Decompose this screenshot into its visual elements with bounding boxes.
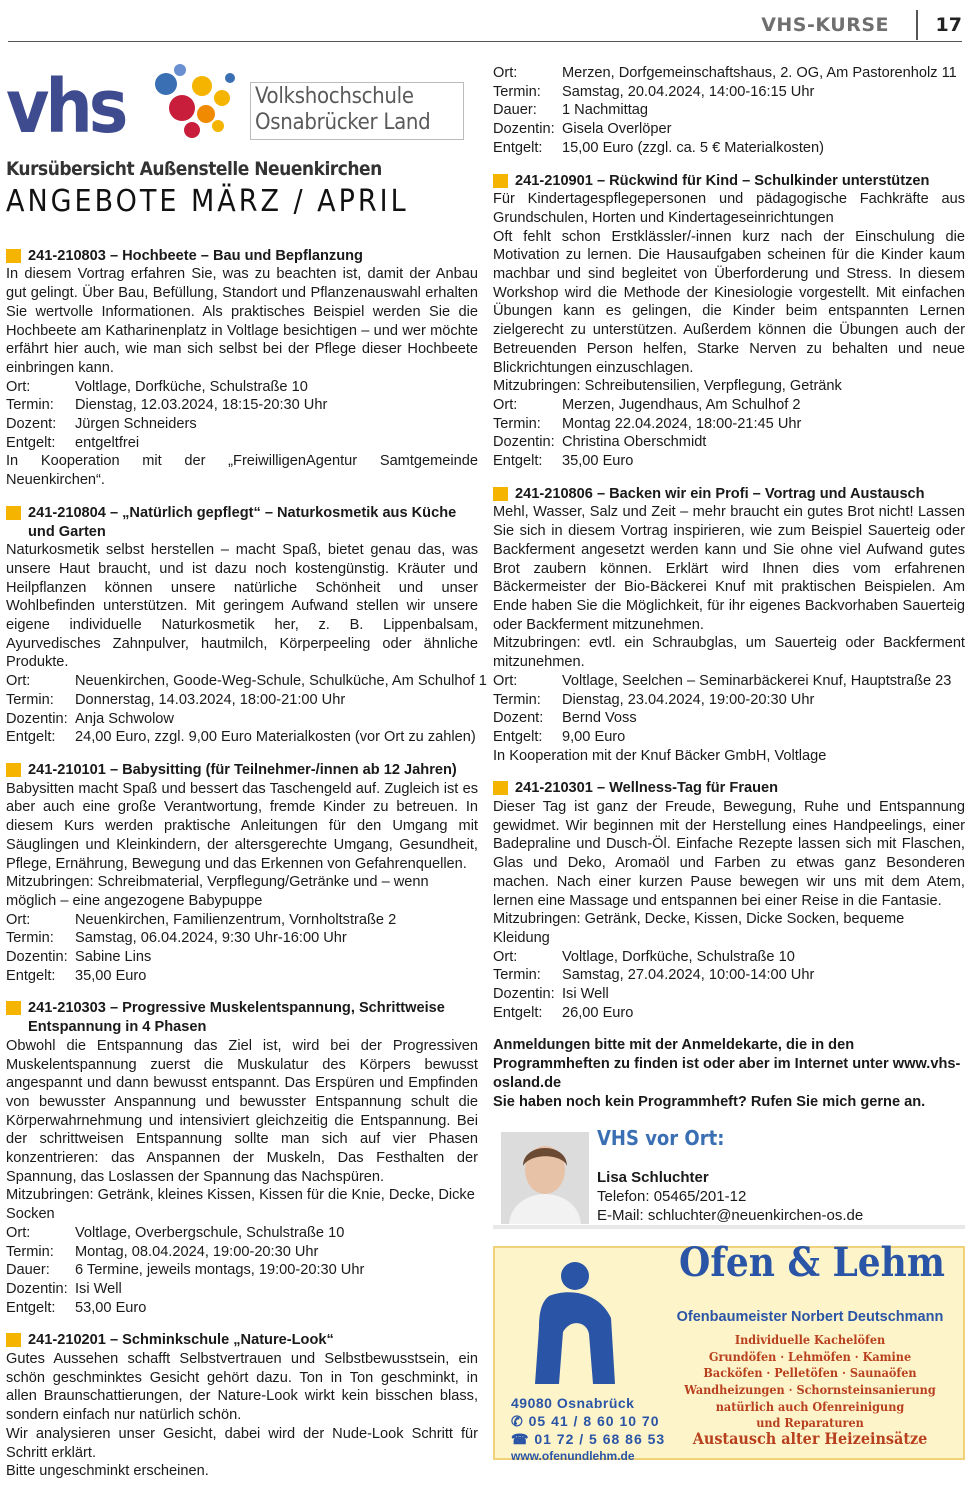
ad-service-item: Backöfen · Pelletöfen · Saunaöfen	[703, 1365, 917, 1381]
person-icon	[501, 1132, 589, 1224]
logo-line-2: Osnabrücker Land	[255, 110, 431, 135]
ad-service-item: Grundöfen · Lehmöfen · Kamine	[708, 1348, 912, 1364]
info-value: 26,00 Euro	[562, 1004, 634, 1021]
info-label: Dozentin:	[6, 710, 68, 727]
ad-service-item: Wandheizungen · Schornsteinsanierung	[684, 1382, 936, 1398]
course-note: In Kooperation mit der „FreiwilligenAgentur Samtgemeinde Neuenkirchen“.	[6, 453, 478, 489]
logo-line-1: Volkshochschule	[255, 84, 414, 109]
course-title: 241-210301 – Wellness-Tag für Frauen	[493, 779, 965, 798]
ad-service-item: und Reparaturen	[756, 1415, 864, 1431]
course-info	[493, 948, 965, 1023]
ad-service-item: natürlich auch Ofenreinigung	[715, 1398, 905, 1414]
info-value: 53,00 Euro	[75, 1299, 147, 1316]
info-label: Ort:	[493, 65, 518, 81]
info-value: Neuenkirchen, Goode-Weg-Schule, Schulküche, Am Schulhof 1	[75, 673, 487, 690]
info-value: 35,00 Euro	[75, 967, 147, 984]
course-description: In diesem Vortrag erfahren Sie, was zu beachten ist, damit der Anbau gut gelingt. Über Bau, Befüllung, Standort und Pflanzenauswahl erhalten Sie wertvolle Informationen. Als praktisches Beispiel werden Sie die Hochbeete am Katharinenplatz in Voltlage besichtigen – und wer möchte erfährt hier auch, wie man sich selbst bei der Pflege dieser Hochbeete einbringen kann.	[6, 266, 478, 376]
info-label: Dozentin:	[493, 986, 555, 1003]
course-info	[6, 1224, 478, 1318]
course-hochbeete	[6, 247, 478, 490]
course-muskelentspannung	[6, 999, 478, 1317]
course-note: In Kooperation mit der Knuf Bäcker GmbH, Voltlage	[493, 747, 827, 764]
info-label: Ort:	[6, 378, 31, 395]
info-value: Montag 22.04.2024, 18:00-21:45 Uhr	[562, 415, 802, 432]
stove-figure-icon	[519, 1258, 639, 1388]
info-label: Ort:	[493, 948, 518, 965]
course-title: 241-210901 – Rückwind für Kind – Schulkinder unterstützen	[493, 172, 965, 191]
info-value: Bernd Voss	[562, 710, 637, 727]
course-title: 241-210101 – Babysitting (für Teilnehmer-/innen ab 12 Jahren)	[6, 761, 478, 780]
info-label: Dozentin:	[6, 949, 68, 966]
ad-slogan: Austausch alter Heizeinsätze	[692, 1429, 928, 1449]
course-bring: Mitzubringen: evtl. ein Schraubglas, um Sauerteig oder Backferment mitzunehmen.	[493, 635, 965, 671]
info-value: Dienstag, 23.04.2024, 19:00-20:30 Uhr	[562, 691, 815, 708]
course-description-2: Wir analysieren unser Gesicht, dabei wird der Nude-Look Schritt für Schritt erklärt.	[6, 1425, 478, 1461]
info-label: Termin:	[6, 1243, 54, 1260]
info-value: Christina Oberschmidt	[562, 434, 707, 451]
ad-phone-number: 05 41 / 8 60 10 70	[528, 1413, 660, 1430]
section-title: VHS-KURSE	[761, 14, 889, 36]
info-label: Entgelt:	[493, 139, 543, 156]
info-label: Dozent:	[6, 416, 57, 433]
info-value: 15,00 Euro (zzgl. ca. 5 € Materialkosten)	[562, 139, 825, 156]
info-label: Ort:	[6, 911, 31, 928]
contact-photo	[501, 1132, 589, 1224]
contact-name: Lisa Schluchter	[597, 1169, 709, 1187]
course-info	[493, 396, 965, 471]
info-label: Termin:	[493, 967, 541, 984]
info-value: Voltlage, Dorfküche, Schulstraße 10	[75, 378, 308, 395]
info-value: 9,00 Euro	[562, 728, 626, 745]
course-wellness	[493, 779, 965, 1022]
course-bring: Mitzubringen: Getränk, kleines Kissen, Kissen für die Knie, Decke, Dicke Socken	[6, 1187, 475, 1223]
course-info	[6, 378, 478, 453]
info-label: Dozentin:	[6, 1280, 68, 1297]
ad-owner: Ofenbaumeister Norbert Deutschmann	[676, 1309, 944, 1326]
info-value: 1 Nachmittag	[562, 102, 648, 119]
info-label: Termin:	[6, 930, 54, 947]
info-label: Entgelt:	[493, 453, 543, 470]
info-label: Dauer:	[493, 102, 537, 119]
ad-mobile-number: 01 72 / 5 68 86 53	[534, 1431, 666, 1448]
contact-box	[493, 1127, 965, 1229]
course-babysitting	[6, 761, 478, 985]
info-value: 6 Termine, jeweils montags, 19:00-20:30 Uhr	[75, 1262, 365, 1279]
info-label: Ort:	[493, 396, 518, 413]
vhs-logo	[6, 66, 478, 156]
ad-brand: Ofen & Lehm	[679, 1239, 945, 1287]
course-rueckwind	[493, 172, 965, 471]
info-label: Dozent:	[493, 710, 544, 727]
info-label: Termin:	[6, 397, 54, 414]
info-value: 24,00 Euro, zzgl. 9,00 Euro Materialkosten (vor Ort zu zahlen)	[75, 729, 476, 746]
ad-mobile: ☎ 01 72 / 5 68 86 53	[511, 1431, 666, 1448]
info-label: Termin:	[493, 415, 541, 432]
course-note: Bitte ungeschminkt erscheinen.	[6, 1463, 209, 1480]
info-value: Gisela Overlöper	[562, 121, 672, 138]
course-bring: Mitzubringen: Schreibutensilien, Verpflegung, Getränk	[493, 378, 842, 395]
info-value: Anja Schwolow	[75, 710, 174, 727]
contact-phone: Telefon: 05465/201-12	[597, 1188, 747, 1206]
course-naturkosmetik	[6, 504, 487, 747]
info-label: Ort:	[493, 672, 518, 689]
course-bring: Mitzubringen: Getränk, Decke, Kissen, Dicke Socken, bequeme Kleidung	[493, 911, 905, 946]
page-title: ANGEBOTE MÄRZ / APRIL	[6, 183, 409, 219]
ad-services	[655, 1332, 965, 1432]
ad-city: 49080 Osnabrück	[511, 1395, 635, 1412]
course-description: Gutes Aussehen schafft Selbstvertrauen und Selbstbewusstsein, ein schön geschminktes Gesicht gehört dazu. Ton in Ton geschminkt, in allen Braunschattierungen, der Nature-Look wirkt kein bisschen blass, sondern einfach nur natürlich schön.	[6, 1351, 478, 1424]
ad-phone: ✆ 05 41 / 8 60 10 70	[511, 1413, 660, 1430]
info-value: Samstag, 20.04.2024, 14:00-16:15 Uhr	[562, 83, 815, 100]
course-backen	[493, 485, 965, 766]
info-value: Voltlage, Overbergschule, Schulstraße 10	[75, 1224, 345, 1241]
course-title: 241-210201 – Schminkschule „Nature-Look“	[6, 1331, 478, 1350]
ad-website: www.ofenundlehm.de	[511, 1449, 635, 1464]
page-subtitle: Kursübersicht Außenstelle Neuenkirchen	[6, 158, 382, 180]
info-label: Ort:	[6, 673, 31, 690]
course-info	[6, 672, 487, 747]
course-description: Oft fehlt schon Erstklässler/-innen kurz nach der Einschulung die Motivation zu lernen. Die Hausaufgaben scheinen für die Kinder kaum machbar und sind begleitet von Überforderung und Stress. In diesem Workshop wird die Methode der Kinesiologie vorgestellt. Mit einfachen Übungen kann es gelingen, die Kinder beim entspannten Lernen zielgerecht zu unterstützen. Außerdem können die Übungen auch der Betreuenden Person helfen, Starke Nerven zu behalten und neue Blickrichtungen einzuschlagen.	[493, 228, 965, 376]
vhs-letters: vhs	[6, 64, 125, 150]
info-value: Donnerstag, 14.03.2024, 18:00-21:00 Uhr	[75, 691, 346, 708]
info-value: Merzen, Dorfgemeinschaftshaus, 2. OG, Am Pastorenholz 11	[562, 65, 957, 81]
vhs-logo-icon	[6, 64, 238, 154]
info-value: Montag, 08.04.2024, 19:00-20:30 Uhr	[75, 1243, 319, 1260]
course-description: Naturkosmetik selbst herstellen – macht Spaß, bietet genau das, was unsere Haut braucht, und ist dazu noch kostengünstig. Kräuter und Heilpflanzen können unsere natürliche Schönheit und unser Wohlbefinden unterstützen. Mit geringem Aufwand stellen wir unsere eigene individuelle Naturkosmetik her, z. B. Lippenbalsam, Ayurvedisches Zahnpulver, hautmilch, Körperpeeling oder ähnliche Produkte.	[6, 542, 478, 671]
info-label: Dauer:	[6, 1262, 50, 1279]
info-label: Entgelt:	[6, 967, 56, 984]
contact-email: E-Mail: schluchter@neuenkirchen-os.de	[597, 1207, 864, 1225]
course-continued	[493, 64, 965, 158]
info-value: Samstag, 27.04.2024, 10:00-14:00 Uhr	[562, 967, 815, 984]
course-schminkschule	[6, 1331, 478, 1481]
right-column	[493, 64, 965, 1464]
header-divider	[916, 10, 918, 40]
info-value: Voltlage, Dorfküche, Schulstraße 10	[562, 948, 795, 965]
course-title: 241-210806 – Backen wir ein Profi – Vortrag und Austausch	[493, 485, 965, 504]
info-label: Termin:	[6, 691, 54, 708]
course-info	[6, 911, 478, 986]
page-header	[8, 8, 962, 44]
info-value: Merzen, Jugendhaus, Am Schulhof 2	[562, 396, 801, 413]
info-label: Ort:	[6, 1224, 31, 1241]
course-title: 241-210804 – „Natürlich gepflegt“ – Naturkosmetik aus Küche und Garten	[6, 504, 478, 541]
contact-heading: VHS vor Ort:	[597, 1126, 725, 1151]
info-value: 35,00 Euro	[562, 453, 634, 470]
info-label: Entgelt:	[493, 728, 543, 745]
info-value: Isi Well	[75, 1280, 122, 1297]
info-value: Dienstag, 12.03.2024, 18:15-20:30 Uhr	[75, 397, 328, 414]
info-label: Dozentin:	[493, 434, 555, 451]
info-value: Jürgen Schneiders	[75, 416, 197, 433]
info-label: Entgelt:	[493, 1004, 543, 1021]
course-description: Obwohl die Entspannung das Ziel ist, wird bei der Progressiven Muskelentspannung zuerst die Muskulatur des Körpers bewusst angespannt und dann bewusst entspannt. Das Erspüren und Empfinden von bewusster Anspannung und bewusster Entspannung schult die Körperwahrnehmung und intensiviert gleichzeitig die Entspannung. Bei der schrittweisen Entspannung sollte man sich auf vier Phasen konzentrieren: das Anspannen der Muskeln, Das Festhalten der Spannung, das Loslassen der Spannung das Nachspüren.	[6, 1037, 478, 1185]
registration-text: Anmeldungen bitte mit der Anmeldekarte, die in den Programmheften zu finden ist oder aber im Internet unter www.vhs-osland.de	[493, 1037, 961, 1091]
info-value: entgeltfrei	[75, 434, 140, 451]
info-label: Termin:	[493, 83, 541, 100]
advertisement	[493, 1239, 965, 1464]
info-value: Voltlage, Seelchen – Seminarbäckerei Knuf, Hauptstraße 23	[562, 672, 952, 689]
info-value: Neuenkirchen, Familienzentrum, Vornholtstraße 2	[75, 911, 397, 928]
info-label: Entgelt:	[6, 729, 56, 746]
course-description: Dieser Tag ist ganz der Freude, Bewegung, Ruhe und Entspannung gewidmet. Wir beginnen mit der Herstellung eines Handpeelings, einer Badepraline und Dusch-Öl. Einfache Rezepte lassen sich mit Flaschen, Glas und Deko, Aromaöl und Farben zu etwas ganz Besonderen machen. Nach einer kurzen Pause bewegen wir uns mit dem Atem, lernen eine Massage und entspannen bei einer Reise in die Fantasie.	[493, 799, 965, 909]
course-description: Mehl, Wasser, Salz und Zeit – mehr braucht ein gutes Brot nicht! Lassen Sie sich in diesem Vortrag inspirieren, wie zum Beispiel Sauerteig oder Backferment angesetzt werden kann und Sie ohne viel Aufwand gutes Brot zaubern können. Erklärt wird Ihnen dies vom erfahrenen Bäckermeister der Bio-Bäckerei Knuf mit praktischen Beispielen. Am Ende haben Sie die Möglichkeit, für ihr eigenes Backvorhaben Sauerteig oder Backferment mitzunehmen.	[493, 504, 965, 633]
info-value: Isi Well	[562, 986, 609, 1003]
info-value: Samstag, 06.04.2024, 9:30 Uhr-16:00 Uhr	[75, 930, 347, 947]
info-label: Termin:	[493, 691, 541, 708]
header-rule	[8, 41, 962, 42]
registration-info	[493, 1036, 965, 1111]
info-label: Dozentin:	[493, 121, 555, 138]
course-description: Babysitten macht Spaß und bessert das Taschengeld auf. Zugleich ist es aber auch eine große Verantwortung, fremde Kinder zu betreuen. In diesem Kurs werden praktische Anleitungen für den Umgang mit Säuglingen und Kleinkindern, der altersgerechte Umgang, Gesundheit, Pflege, Ernährung, Bewegung und das Erkennen von Gefahrenquellen.	[6, 780, 478, 872]
course-info	[493, 672, 965, 747]
page-number: 17	[935, 14, 962, 36]
logo-wordmark	[250, 82, 464, 140]
ad-service-item: Individuelle Kachelöfen	[734, 1332, 886, 1348]
info-value: Sabine Lins	[75, 949, 152, 966]
info-label: Entgelt:	[6, 434, 56, 451]
info-label: Entgelt:	[6, 1299, 56, 1316]
registration-question: Sie haben noch kein Programmheft? Rufen Sie mich gerne an.	[493, 1093, 926, 1110]
course-bring: Mitzubringen: Schreibmaterial, Verpflegung/Getränke und – wenn möglich – eine angezogene Babypuppe	[6, 874, 429, 909]
course-title: 241-210803 – Hochbeete – Bau und Bepflanzung	[6, 247, 478, 266]
course-title: 241-210303 – Progressive Muskelentspannung, Schrittweise Entspannung in 4 Phasen	[6, 999, 478, 1036]
course-intro: Für Kindertagespflegepersonen und pädagogische Fachkräfte aus Grundschulen, Horten und Kindertageseinrichtungen	[493, 191, 965, 226]
course-info	[493, 64, 965, 158]
left-column	[6, 64, 487, 1495]
